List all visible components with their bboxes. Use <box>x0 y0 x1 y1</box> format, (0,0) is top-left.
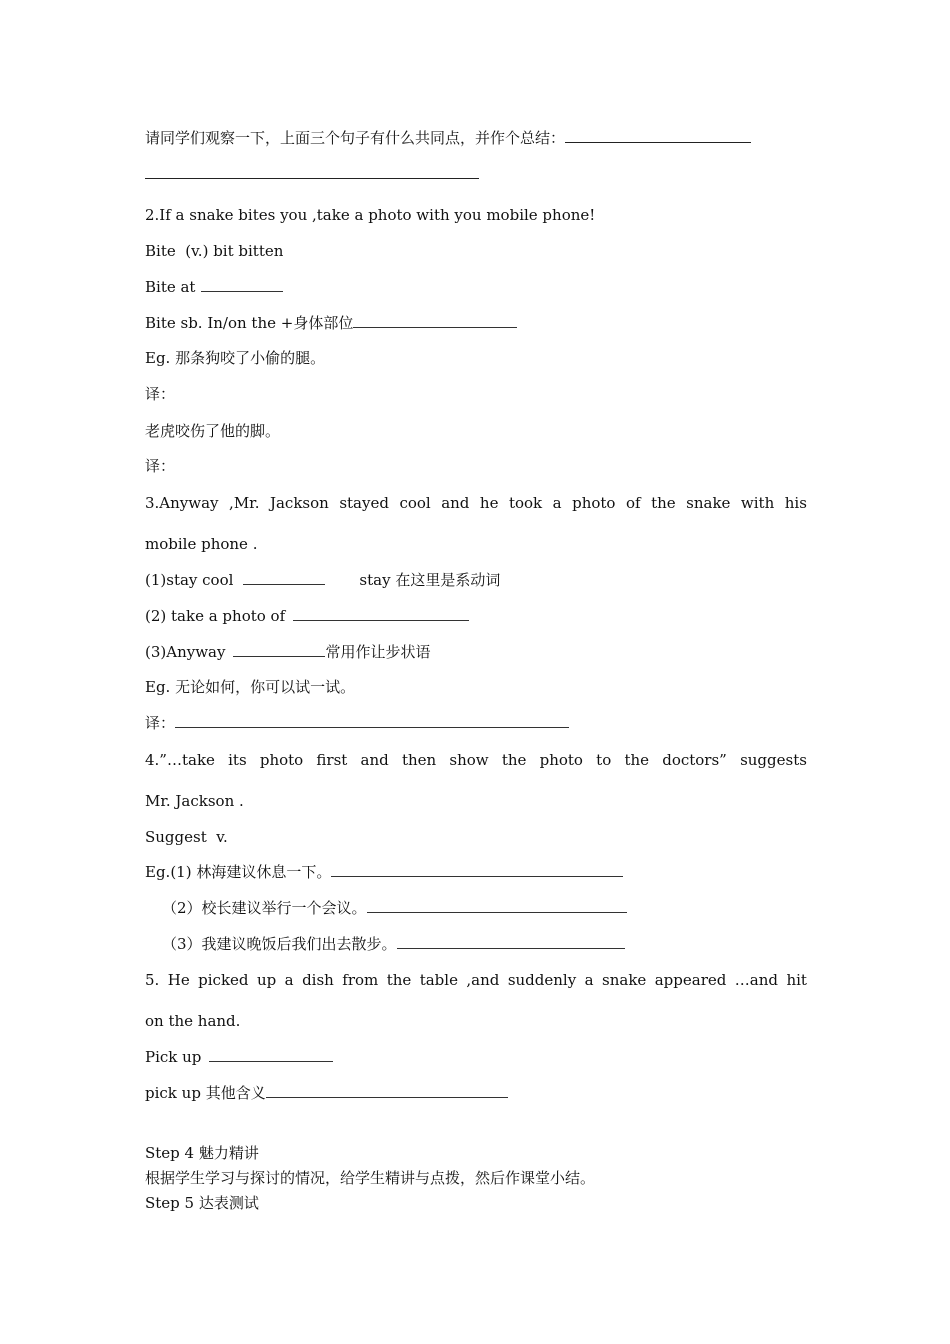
section4-word: then <box>401 751 437 769</box>
section5-sentence <box>145 970 807 990</box>
suggest-eg2: （2）校长建议举行一个会议。 <box>162 899 367 917</box>
section4-word: 4.”…take <box>145 751 215 769</box>
bite-sb-blank <box>353 313 517 328</box>
section2-sentence: 2.If a snake bites you ,take a photo with you mobile phone! <box>145 206 596 224</box>
section5-word: ,and <box>466 971 500 989</box>
take-photo-blank <box>293 606 469 621</box>
bite-sb-label: Bite sb. In/on the +身体部位 <box>145 314 354 332</box>
stay-cool-line <box>145 570 500 590</box>
pick-up-other-label: pick up 其他含义 <box>145 1084 266 1102</box>
section5-word: hit <box>786 971 807 989</box>
section5-word: the <box>386 971 412 989</box>
section4-word: first <box>316 751 348 769</box>
section3-word: his <box>784 494 807 512</box>
section3-word: and <box>441 494 470 512</box>
section4-word: photo <box>259 751 304 769</box>
pick-up-line <box>145 1047 333 1067</box>
anyway-blank <box>233 642 325 657</box>
suggest-eg3-line <box>162 934 625 954</box>
translate-label-3: 译： <box>145 714 176 732</box>
suggest-line: Suggest v. <box>145 828 228 846</box>
section5-word: appeared <box>654 971 727 989</box>
suggest-eg3: （3）我建议晚饭后我们出去散步。 <box>162 935 397 953</box>
section5-word: dish <box>302 971 334 989</box>
take-photo-label: (2) take a photo of <box>145 607 286 625</box>
translate-label-2: 译： <box>145 457 176 475</box>
suggest-eg1-blank <box>331 862 623 877</box>
tiger-example: 老虎咬伤了他的脚。 <box>145 422 281 440</box>
suggest-eg3-blank <box>397 934 625 949</box>
section5-word: table <box>419 971 458 989</box>
anyway-translate-line <box>145 713 569 733</box>
pick-up-other-blank <box>266 1083 508 1098</box>
step5-title: Step 5 达表测试 <box>145 1194 259 1212</box>
step4-text: 根据学生学习与探讨的情况，给学生精讲与点拨，然后作课堂小结。 <box>145 1169 596 1187</box>
anyway-line <box>145 642 431 662</box>
anyway-translate-blank <box>175 713 569 728</box>
bite-at-label: Bite at <box>145 278 196 296</box>
anyway-label: (3)Anyway <box>145 643 226 661</box>
take-photo-line <box>145 606 469 626</box>
bite-forms: Bite (v.) bit bitten <box>145 242 284 260</box>
anyway-note: 常用作让步状语 <box>325 643 431 661</box>
anyway-example: Eg. 无论如何，你可以试一试。 <box>145 678 356 696</box>
section3-word: Jackson <box>269 494 329 512</box>
section3-word: of <box>625 494 641 512</box>
section4-word: to <box>596 751 612 769</box>
section4-word: show <box>449 751 489 769</box>
section3-word: he <box>479 494 499 512</box>
bite-sb-line <box>145 313 517 333</box>
section3-word: with <box>740 494 775 512</box>
section5-word: 5. <box>145 971 160 989</box>
section4-word: the <box>624 751 650 769</box>
section3-word: stayed <box>339 494 389 512</box>
pick-up-label: Pick up <box>145 1048 202 1066</box>
stay-cool-blank <box>243 570 325 585</box>
section4-quote <box>145 750 807 770</box>
section5-word: snake <box>602 971 647 989</box>
section3-sentence <box>145 493 807 513</box>
summary-dash-line-2 <box>145 164 479 184</box>
suggest-eg1: Eg.(1) 林海建议休息一下。 <box>145 863 332 881</box>
section5-word: from <box>342 971 379 989</box>
section3-word: ,Mr. <box>229 494 260 512</box>
bite-at-blank <box>201 277 283 292</box>
section4-word: doctors” <box>662 751 727 769</box>
suggest-eg2-blank <box>367 898 627 913</box>
section5-word: He <box>167 971 190 989</box>
section4-word: suggests <box>740 751 807 769</box>
section3-word: a <box>552 494 562 512</box>
section4-quote-end: Mr. Jackson . <box>145 792 244 810</box>
section3-word: cool <box>399 494 431 512</box>
summary-prompt-text: 请同学们观察一下，上面三个句子有什么共同点，并作个总结： <box>145 129 566 147</box>
step4-title: Step 4 魅力精讲 <box>145 1144 259 1162</box>
pick-up-blank <box>209 1047 333 1062</box>
section5-word: a <box>584 971 594 989</box>
section5-word: a <box>284 971 294 989</box>
section5-word: up <box>256 971 277 989</box>
section3-word: snake <box>686 494 731 512</box>
bite-at-line <box>145 277 283 297</box>
summary-prompt <box>145 128 751 148</box>
section3-word: 3.Anyway <box>145 494 219 512</box>
section3-sentence-end: mobile phone . <box>145 535 258 553</box>
section4-word: the <box>501 751 527 769</box>
summary-dash-line <box>565 133 751 143</box>
section3-word: the <box>651 494 676 512</box>
section3-word: took <box>508 494 543 512</box>
bite-example: Eg. 那条狗咬了小偷的腿。 <box>145 349 326 367</box>
section5-word: suddenly <box>507 971 577 989</box>
translate-label-1: 译： <box>145 385 176 403</box>
suggest-eg1-line <box>145 862 623 882</box>
summary-dash <box>145 169 479 179</box>
section5-word: …and <box>734 971 779 989</box>
pick-up-other-line <box>145 1083 508 1103</box>
section4-word: photo <box>539 751 583 769</box>
stay-cool-label: (1)stay cool <box>145 571 234 589</box>
section5-sentence-end: on the hand. <box>145 1012 241 1030</box>
section4-word: its <box>228 751 247 769</box>
section5-word: picked <box>198 971 249 989</box>
section4-word: and <box>360 751 389 769</box>
stay-cool-note: stay 在这里是系动词 <box>359 571 501 589</box>
section3-word: photo <box>572 494 616 512</box>
suggest-eg2-line <box>162 898 627 918</box>
